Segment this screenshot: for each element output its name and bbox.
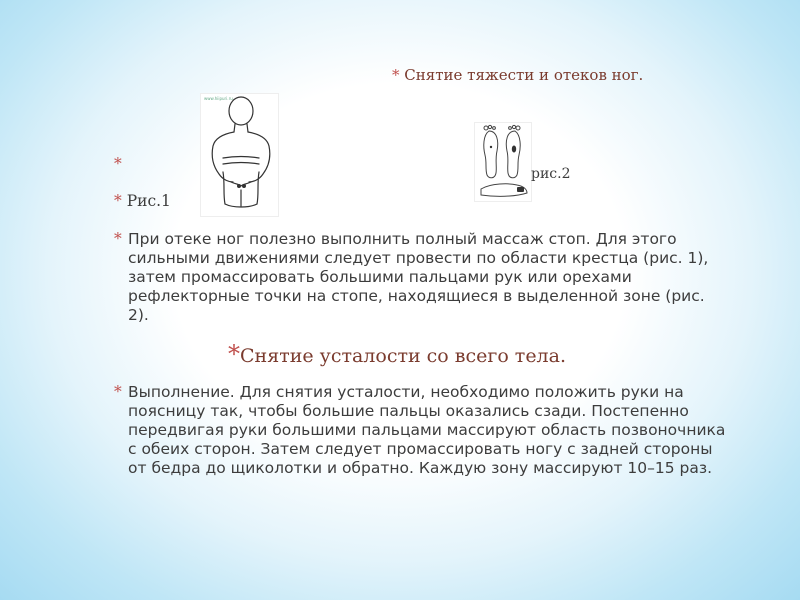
bullet-icon: * — [114, 155, 122, 173]
bullet-icon: * — [114, 230, 122, 248]
bullet-icon: * — [114, 383, 122, 401]
bullet-icon: * — [392, 66, 400, 84]
section-title-1 — [392, 66, 643, 84]
body-back-icon — [201, 94, 278, 216]
paragraph-1 — [114, 230, 728, 325]
figure-2-image — [474, 122, 532, 202]
figure-1-image — [200, 93, 279, 217]
figure-1-caption — [114, 192, 171, 211]
section-title-1-text: Снятие тяжести и отеков ног. — [404, 66, 644, 84]
section-title-2 — [228, 340, 566, 368]
figure-2-label: рис.2 — [531, 166, 571, 182]
figure-1-caption-text: Рис.1 — [126, 192, 171, 210]
paragraph-1-text: При отеке ног полезно выполнить полный массаж стоп. Для этого сильными движениями следует провести по области крестца (рис. 1), затем промассировать большими пальцами рук или орехами рефлекторные точки на стопе, находящиеся в выделенной зоне (рис. 2). — [128, 230, 709, 324]
section-title-2-text: Снятие усталости со всего тела. — [240, 345, 566, 367]
feet-reflex-icon — [475, 123, 531, 201]
empty-bullet-item — [114, 155, 122, 174]
paragraph-2 — [114, 383, 728, 478]
bullet-icon: * — [228, 340, 240, 368]
paragraph-2-text: Выполнение. Для снятия усталости, необходимо положить руки на поясницу так, чтобы большие пальцы оказались сзади. Постепенно передвигая руки большими пальцами массируют область позвоночника с обеих сторон. Затем следует промассировать ногу с задней стороны от бедра до щиколотки и обратно. Каждую зону массируют 10–15 раз. — [128, 383, 726, 477]
bullet-icon: * — [114, 192, 122, 210]
figure-1-watermark: www.hiipuri.ru — [204, 96, 233, 101]
